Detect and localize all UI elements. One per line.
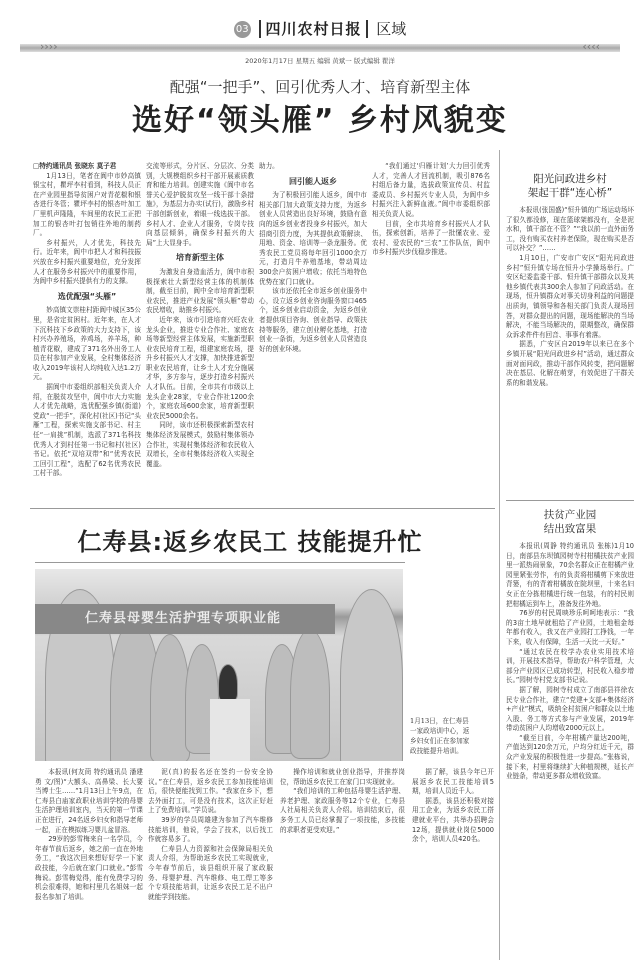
paragraph: 据悉，广安区自2019年以来已在多个乡镇开展“阳光问政进乡村”活动，通过群众面对面问政，推动干部作风转变，把问题解决在基层、化解在萌芽，有效促进了干群关系的和谐发展。	[506, 340, 634, 387]
sidebar-1-body	[506, 206, 634, 506]
paragraph: 本报讯(何友茼 特约通讯员 潘建勇 文/图)“大额头、高鼻梁、长大要当博士生……”1月13日上午9点，在仁寿县白庙家政职业培训学校的母婴生活护理培训室内，当天的第一节课正在进行，24名返乡妇女和指导老师一起，正在模拟练习婴儿盆冒浴。	[35, 768, 143, 834]
paragraph: 妙高镇文崇桂村距阆中城区35公里，是省定贫困村。近年来，在人才下沉科技下乡政策的大力支持下，该村兴办养殖场，养鸡场，养羊场，种植青花椒，建成了371名外出务工人员在村参加产业发展，全村集体经济收入2019年该村人均纯收入达1.2万元。	[33, 306, 141, 382]
paragraph: 据了解，园树寺村成立了南部县祥徐农民专业合作社，建立“党建+支部+集体经济+产业”模式，吸纳全村贫困户和群众以土地入股、务工等方式参与产业发展，2019年带动贫困户人均增收2000元以上。	[506, 685, 634, 733]
paragraph: 为激发自身造血活力，阆中市积极探索壮大新型经营主体的机制体制，截至目前，阆中全市培育新型职业农民，推进产业发展“领头雁”带动农民增收，助推乡村振兴。	[146, 267, 254, 315]
paragraph: 据阆中市委组织部相关负责人介绍，在脱贫攻坚中，阆中市大力实施人才优先战略，选优配强乡镇(街道)党政“一把手”，深化村(社区)书记“头雁”工程，探索实施支部书记、村主任“一肩挑”机制，选派了371名科技优秀人才到村任第一书记和村(社区)书记。依托“双培双带”和“优秀农民工回引工程”，选配了62名优秀农民工村干部。	[33, 383, 141, 478]
title-line: 结出致富果	[543, 523, 597, 535]
second-article-column-1	[35, 768, 143, 963]
paragraph: “我们通过‘归雁计划’大力回引优秀人才，完善人才回流机制，吸引876名村组后备力量，选拔政策宣传员、村监委成员、乡村振兴专业人员，为阆中乡村振兴注入新鲜血液。”阆中市委组织部相关负责人说。	[372, 162, 490, 218]
paragraph: 仁寿县人力资源和社会保障局相关负责人介绍，为帮助返乡农民工实现就业，今年春节前后，该县组织开展了家政服务、母婴护理、汽车维修、电工焊工等多个专项技能培训，让返乡农民工足不出户就能学到技能。	[148, 844, 273, 901]
section-name: 区域	[376, 20, 407, 38]
main-headline: 选好“领头雁” 乡村风貌变	[132, 103, 508, 138]
paragraph: 近年来，该市引进培育兴旺农业龙头企业，推进专业合作社、家庭农场等新型经营主体发展，实施新型职业农民培育工程，组建家庭农场，提升乡村振兴人才支撑，加快推进新型职业农民培育，让乡土人才充分施展才华，多方参与，逐步打造乡村振兴人才队伍。目前，全市共有市级以上龙头企业28家，专业合作社1200余个，家庭农场600余家，培育新型职业农民5000余名。	[146, 315, 254, 420]
main-article-column-1	[33, 162, 141, 502]
paragraph: 76岁的村民周映珍乐呵呵地表示：“我的3亩土地早就租给了产业园，土地租金每年都有收入，我又在产业园打工挣钱，一年下来，收入有保障，生活一天比一天好。”	[506, 609, 634, 646]
paragraph: 1月13日，笔者在阆中市妙高镇银宝村，瞿坪李村看到，科技人员正在产业园里指导贫困户对青花椒和银杏进行冬管；瞿坪李村的银杏叶加工厂里机声隆隆，车间里的农民工正把加工的银杏叶打包销往外地的制药厂。	[33, 171, 141, 238]
masthead-decorative-band	[20, 44, 620, 52]
section-divider	[30, 508, 495, 509]
sidebar-divider	[506, 500, 634, 501]
photo-figure	[290, 629, 330, 759]
paragraph: 泥(真)的报名还在签约一份安全协议。”在仁寿县，返乡农民工参加技能培训后，很快便能找到工作。“我家在乡下，想去外面打工，可是没有技术，这次正好赶上了免费培训。”学员说。	[148, 768, 273, 815]
main-article-column-4	[372, 162, 490, 502]
masthead	[0, 18, 640, 39]
paragraph: 乡村振兴，人才优先，科技先行。近年来，阆中市把人才和科技振兴放在乡村振兴重要地位，充分发挥人才在服务乡村振兴中的重要作用，为阆中乡村振兴提供有力的支撑。	[33, 238, 141, 286]
sidebar-2-body	[506, 542, 634, 957]
paragraph: 据悉，该县还积极对接用工企业，为返乡农民工搭建就业平台，共举办招聘会12场，提供就业岗位5000余个，培训人员420名。	[412, 796, 494, 844]
photo-caption: 1月13日，在仁寿县一家政培训中心，返乡妇女们正在参加家政技能提升培训。	[410, 717, 470, 755]
photo-figure	[150, 634, 190, 761]
paragraph: 本报讯(张国盛)“恒升镇的广场运动场坏了很久都没修，现在篮球架都没有，全是泥水和，镇干部在不管？”“我以前一直外面务工，没有购买农村养老保险，现在购买是否可以补交？”……	[506, 206, 634, 253]
photo-figure	[340, 589, 403, 761]
paragraph: “通过农民在校学办农业实用技术培训，开展技术指导，帮助农户科学管理，大部分产业园区已成功转型，村民收入稳步增长。”园树寺村党支部书记说。	[506, 647, 634, 685]
second-article-column-3	[280, 768, 405, 963]
paragraph: 操作培训和就业创业指导，并推荐岗位，帮助返乡农民工在家门口实现就业。	[280, 768, 405, 786]
paragraph: 1月10日，广安市广安区“阳光问政进乡村”恒升镇专场在恒升小学操场举行。广安区纪委监委干部、恒升镇干部群众以及其他乡镇代表共300余人参加了问政活动。在现场，恒升镇群众对事关切身利益的问题提出质询，镇领导和各相关部门负责人现场回答，对群众提出的问题，现场能解决的当场解决，不能当场解决的，限期整改，确保群众诉求件件有回音、事事有着落。	[506, 253, 634, 339]
paragraph: “截至目前，今年柑橘产量达200吨，产值达到120余万元，户均分红近千元，群众产业发展的积极性进一步提高。”张栋说，接下来，村里将继续扩大种植规模，延长产业链条，带动更多群众增收致富。	[506, 733, 634, 781]
title-line: 阳光问政进乡村	[533, 173, 607, 185]
paragraph: 为了积极回引能人返乡，阆中市相关部门加大政策支持力度，为返乡创业人员营造出良好环境，鼓励有意向的返乡创业者投身乡村振兴，加大招商引资力度，为其提供政策解读、用地、资金、培训等一条龙服务。优秀农民工党员将每年回引1000余万元，打造月牛养殖基地，带动周边300余户贫困户增收；依托当地特色优势在家门口就业。	[259, 191, 367, 286]
main-article-column-2	[146, 162, 254, 502]
sidebar-2-title	[506, 508, 634, 536]
paragraph: 据了解，该县今年已开展返乡农民工技能培训5期，培训人员近千人。	[412, 768, 494, 796]
sidebar-article-1	[506, 172, 634, 506]
paragraph: 该市还依托全市返乡创业服务中心，设立返乡创业咨询服务窗口465个，返乡创业启动资金，为返乡创业者提供项目咨询、创业指导、政策扶持等服务，建立创业孵化基地，打造创业一条街，为返乡创业人员营造良好的创业环境。	[259, 287, 367, 353]
paragraph: 助力。	[259, 162, 279, 170]
second-headline: 仁寿县:返乡农民工 技能提升忙	[77, 528, 423, 556]
main-kicker: 配强“一把手”、回引优秀人才、培育新型主体	[169, 78, 471, 96]
photo-banner-text: 仁寿县母婴生活护理专项职业能	[35, 604, 335, 634]
main-article-column-3	[259, 162, 367, 502]
column-divider	[499, 150, 500, 960]
title-line: 架起干群“连心桥”	[527, 187, 613, 199]
training-photo	[35, 569, 403, 761]
subheading: 回引能人返乡	[289, 176, 337, 186]
subheading: 选优配强“头雁”	[57, 291, 117, 301]
photo-instructor	[218, 664, 238, 704]
sidebar-1-title	[506, 172, 634, 200]
second-article-column-4	[412, 768, 494, 963]
subheading: 培育新型主体	[176, 253, 224, 263]
page-number-badge: 03	[234, 21, 251, 38]
paragraph: 同时，该市还积极探索新型农村集体经济发展模式，鼓励村集体领办合作社，实现村集体经济和农民收入双增长，全市村集体经济收入实现全覆盖。	[146, 421, 254, 468]
sidebar-article-2	[506, 508, 634, 957]
paragraph: 39岁的学员周雄建为参加了汽车维修技能培训，他说，学会了技术，以后找工作就容易多了。	[148, 815, 273, 844]
second-article-column-2	[148, 768, 273, 963]
newspaper-logo: 四川农村日报	[259, 20, 367, 38]
headline-underline	[35, 562, 405, 563]
paragraph: 目前，全市共培育乡村振兴人才队伍，探索创新，培养了一批懂农业、爱农村、爱农民的“三农”工作队伍，阆中市乡村振兴步伐稳步推进。	[372, 219, 490, 257]
paragraph: 交流等形式，分片区、分层次、分类别，大规模组织乡村干部开展素质教育和能力培训。创建实施《阆中市名誉关心爱护脱贫攻坚一线干部十条措施》，为基层力办实(试行)，激励乡村干部创新创业，着眼一线选拔干部。乡村人才、企业人才服务，专岗专技向基层倾斜，确保乡村振兴的大局”上大显身手。	[146, 162, 254, 247]
paragraph: 29岁的彭雪梅来自一名学员，今年春节前后返乡，她之前一直在外地务工，“我这次回来想好好学一下家政技能，今后就在家门口就业。”彭雪梅说。彭雪梅觉得，能有免费学习的机会很难得，她和村里几名姐妹一起报名参加了培训。	[35, 835, 143, 901]
photo-table	[210, 699, 250, 761]
byline: □特约通讯员 张晓东 莫子君	[33, 162, 117, 170]
paragraph: “我们培训的工种包括母婴生活护理、养老护理、家政服务等12个专业，仁寿县人社局相关负责人介绍。培训结束后，很多务工人员已经掌握了一项技能，多技能的求职者更受欢迎。”	[280, 787, 405, 834]
title-line: 扶贫产业园	[543, 509, 597, 521]
dateline: 2020年1月17日 星期五 编辑 黄斌一 版式编辑 瞿洋	[245, 57, 395, 65]
paragraph: 本报讯(周静 特约通讯员 张栋)1月10日，南部县东坝镇园树寺村柑橘扶贫产业园里一派热闹景象，70余名群众正在柑橘产业园里紧张劳作，有的负责将柑橘剪下来放进背篓，有的背着柑橘放在院坝里，十来名妇女正在分拣柑橘进行统一包装，有的村民则把柑橘运到车上，准备发往外地。	[506, 542, 634, 608]
